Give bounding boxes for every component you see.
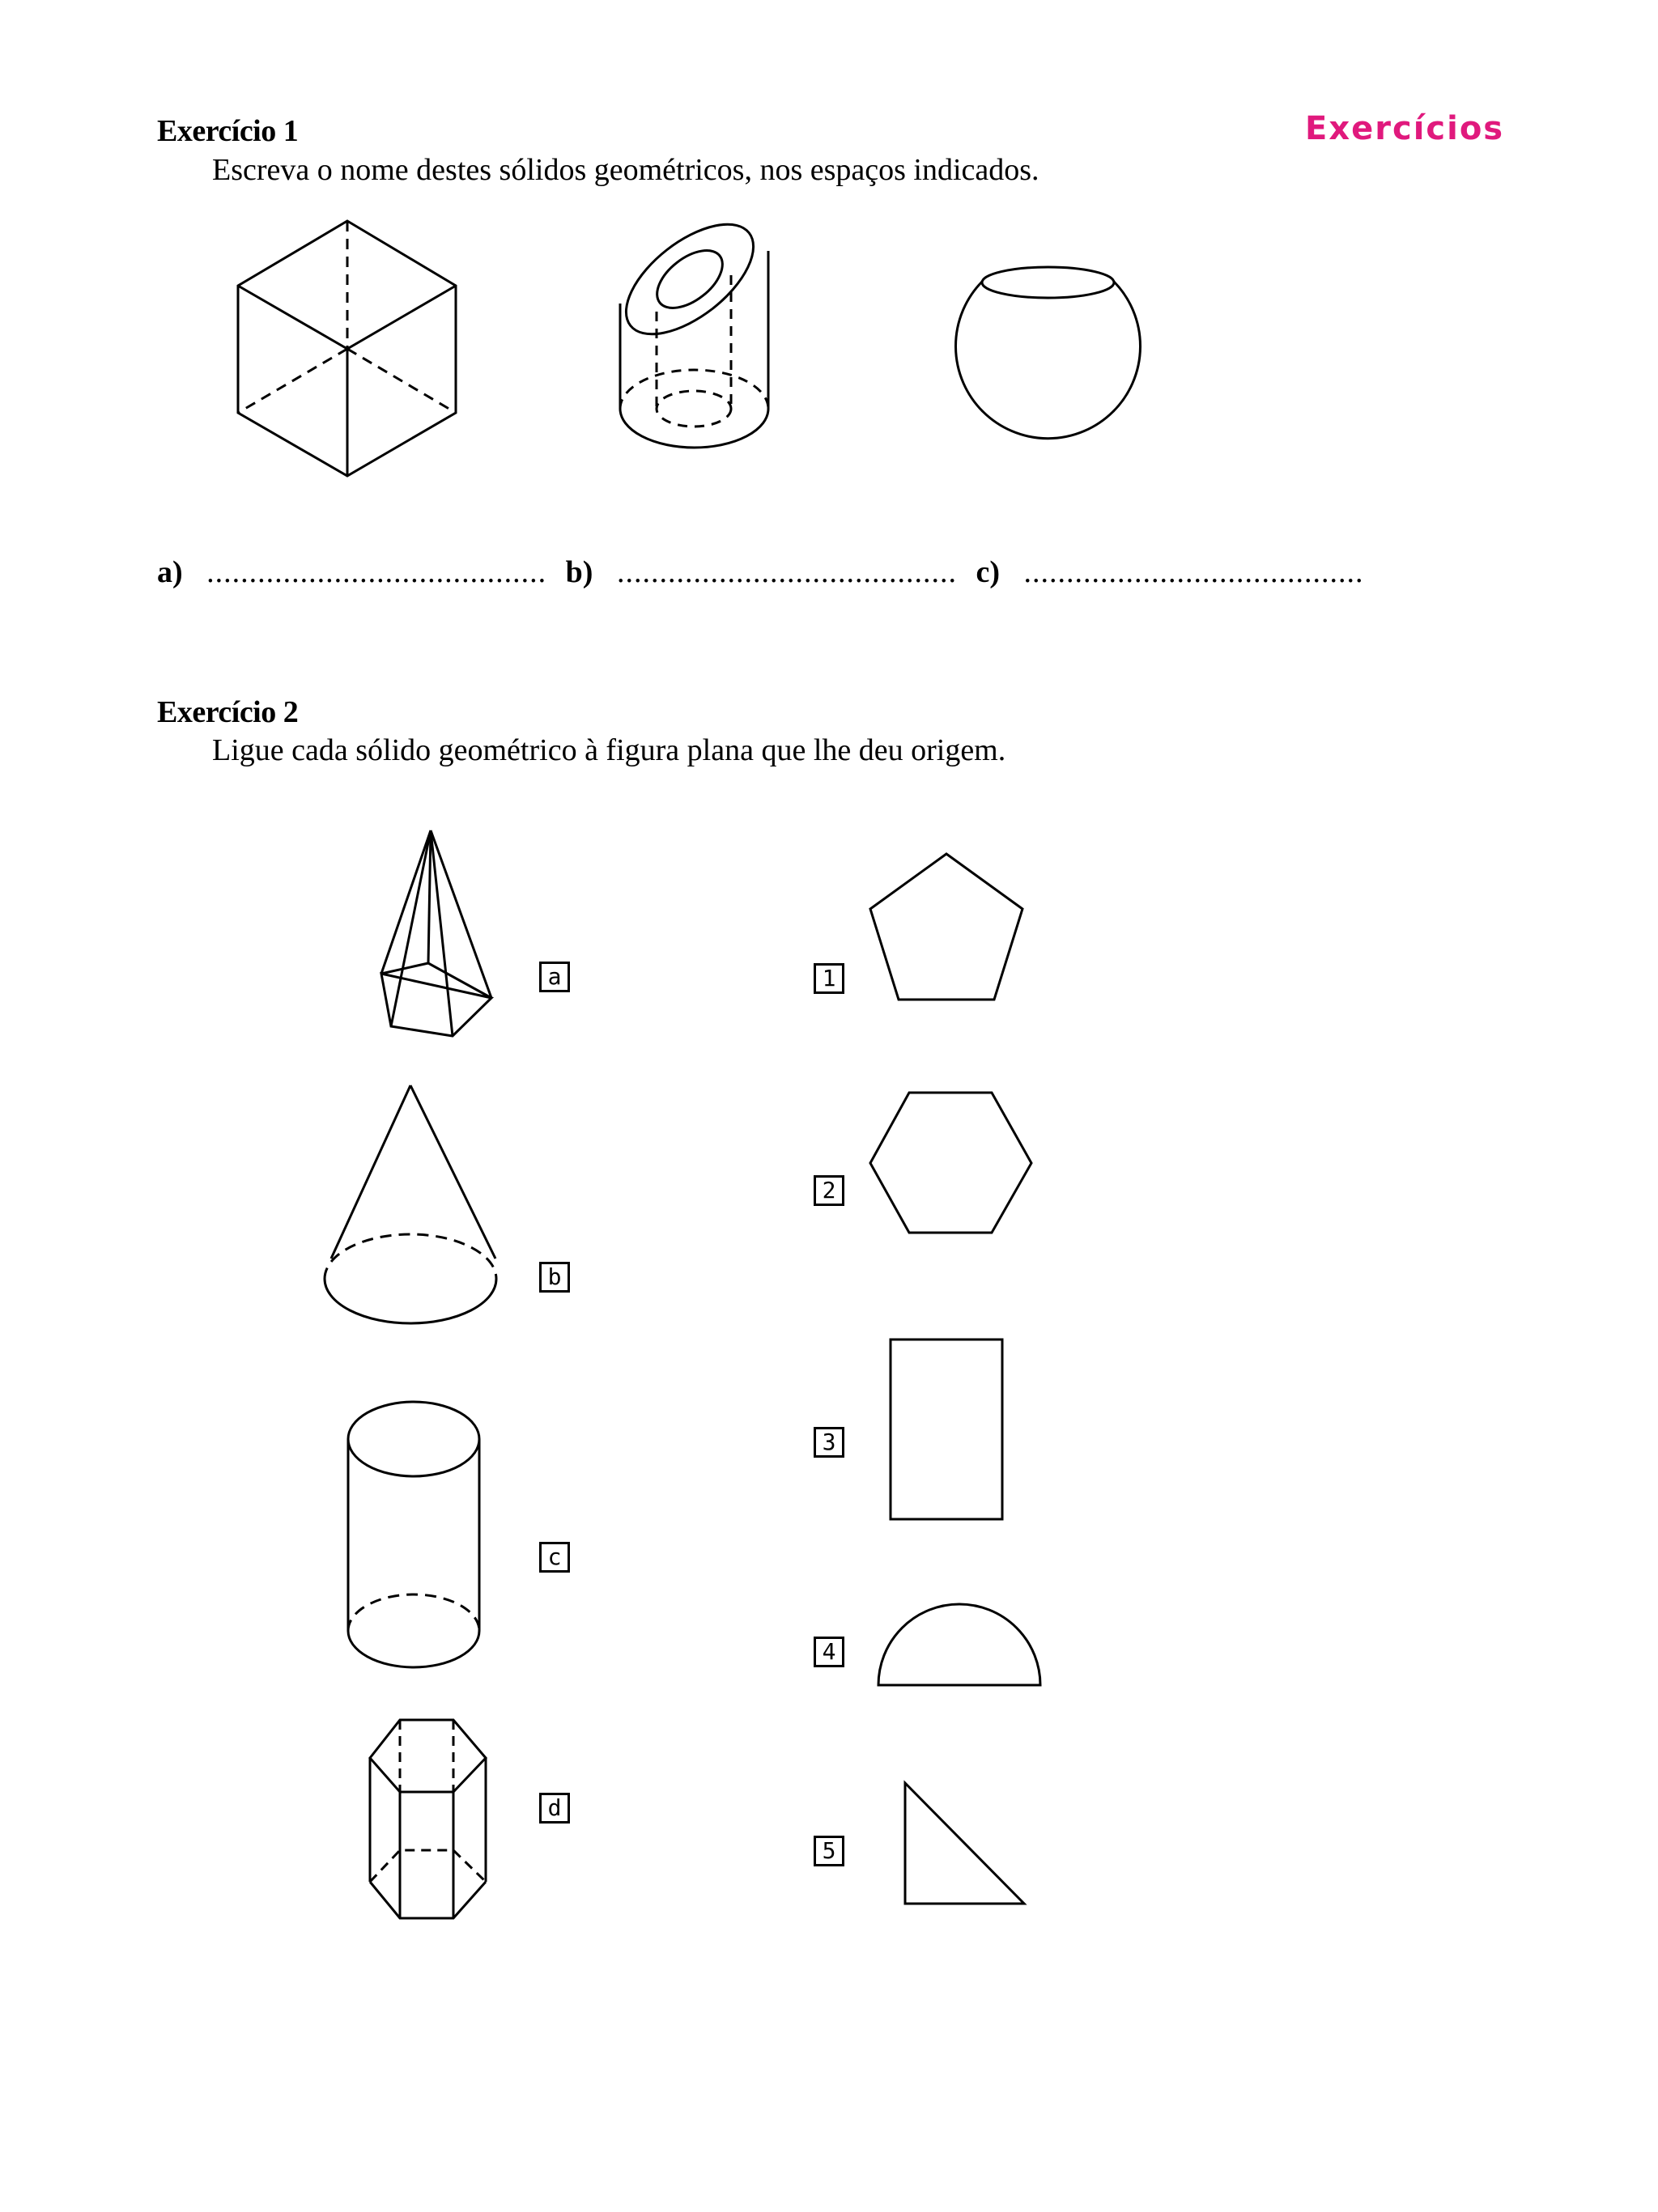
cone-figure xyxy=(320,1081,506,1335)
solid-label-d: d xyxy=(539,1793,570,1824)
answer-b-blank[interactable]: ........................................ xyxy=(616,555,957,589)
solid-label-c: c xyxy=(539,1542,570,1573)
cut-sphere-figure xyxy=(951,259,1146,445)
answer-a-blank[interactable]: ........................................ xyxy=(206,555,547,589)
exercise1-title: Exercício 1 xyxy=(157,114,299,148)
plane-label-4: 4 xyxy=(814,1637,844,1667)
answer-a-label: a) xyxy=(157,555,183,589)
cube-figure xyxy=(227,214,470,486)
rectangle-figure xyxy=(886,1335,1008,1523)
exercise1-instruction: Escreva o nome destes sólidos geométricos, nos espaços indicados. xyxy=(212,153,1039,187)
right-triangle-figure xyxy=(900,1779,1030,1908)
solid-label-a: a xyxy=(539,962,570,992)
exercise2-instruction: Ligue cada sólido geométrico à figura plana que lhe deu origem. xyxy=(212,733,1006,767)
answer-row xyxy=(157,554,1363,590)
answer-c-label: c) xyxy=(976,555,1000,589)
plane-label-3: 3 xyxy=(814,1427,844,1458)
semicircle-figure xyxy=(874,1601,1044,1690)
hexagon-figure xyxy=(866,1089,1036,1238)
hollow-cylinder-figure xyxy=(615,219,777,461)
plane-label-1: 1 xyxy=(814,963,844,994)
cylinder-figure xyxy=(344,1388,490,1688)
answer-b-label: b) xyxy=(565,555,593,589)
pentagonal-pyramid-figure xyxy=(376,826,498,1044)
hexagonal-prism-figure xyxy=(366,1714,504,1926)
solid-label-b: b xyxy=(539,1262,570,1293)
answer-c-blank[interactable]: ........................................ xyxy=(1023,555,1364,589)
pentagon-figure xyxy=(866,850,1028,1004)
plane-label-2: 2 xyxy=(814,1175,844,1206)
section-label: Exercícios xyxy=(1305,110,1505,147)
exercise2-title: Exercício 2 xyxy=(157,695,299,729)
plane-label-5: 5 xyxy=(814,1836,844,1866)
